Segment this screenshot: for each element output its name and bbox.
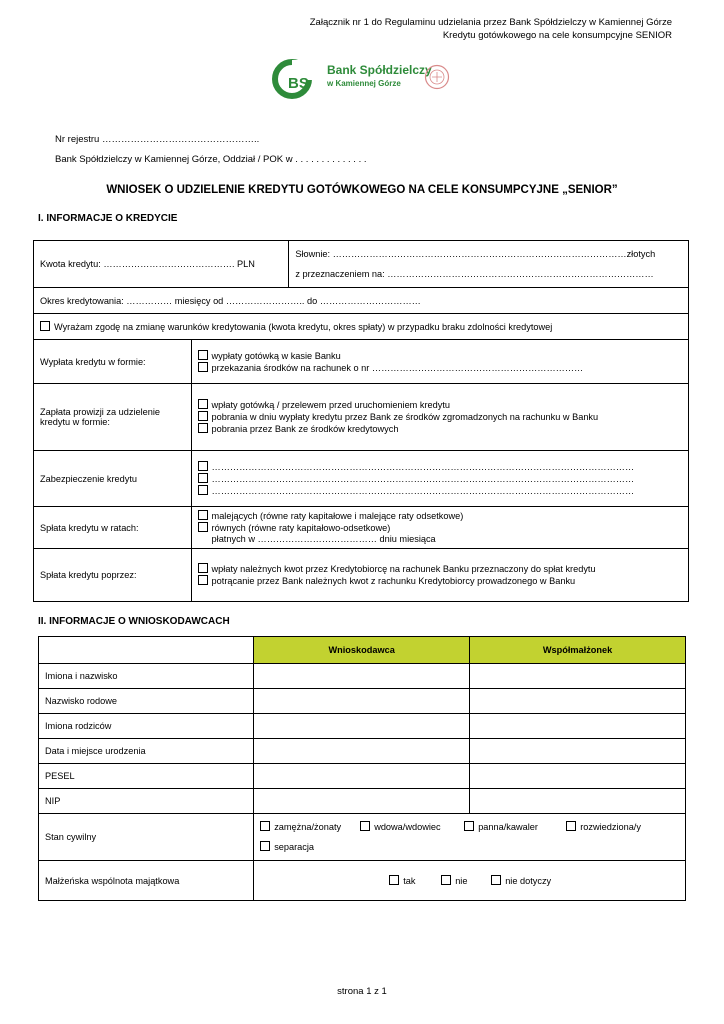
installment-decreasing-checkbox[interactable] <box>198 510 208 520</box>
installment-equal-checkbox[interactable] <box>198 522 208 532</box>
applicant-name-input[interactable] <box>254 664 470 689</box>
logo-sub: w Kamiennej Górze <box>327 79 401 88</box>
security-checkbox-2[interactable] <box>198 473 208 483</box>
commission-credit-checkbox[interactable] <box>198 423 208 433</box>
marital-option-label: rozwiedziona/y <box>580 822 641 832</box>
widowed-checkbox[interactable] <box>360 821 370 831</box>
corner-cell <box>39 637 254 664</box>
marital-status-label: Stan cywilny <box>39 814 254 861</box>
consent-checkbox[interactable] <box>40 321 50 331</box>
security-line[interactable]: ………………………………………………………………………………………………………………………… <box>211 473 635 484</box>
security-line[interactable]: ………………………………………………………………………………………………………………………… <box>211 461 635 472</box>
consent-label: Wyrażam zgodę na zmianę warunków kredytowania (kwota kredytu, okres spłaty) w przypadku braku zdolności kredytowej <box>54 322 553 332</box>
security-line[interactable]: ………………………………………………………………………………………………………………………… <box>211 485 635 496</box>
security-label: Zabezpieczenie kredytu <box>34 451 192 507</box>
marital-option-label: panna/kawaler <box>478 822 538 832</box>
commission-option-label: wpłaty gotówką / przelewem przed uruchomieniem kredytu <box>211 400 451 410</box>
applicant-nip-input[interactable] <box>254 789 470 814</box>
marital-option-label: separacja <box>274 842 315 852</box>
header-line-2: Kredytu gotówkowego na cele konsumpcyjne SENIOR <box>442 30 672 41</box>
payout-transfer-checkbox[interactable] <box>198 362 208 372</box>
credit-amount-field[interactable]: Kwota kredytu: ……………………………………. PLN <box>34 241 289 288</box>
registry-number: Nr rejestru ………………………………………….. <box>55 134 260 145</box>
header-line-1: Załącznik nr 1 do Regulaminu udzielania przez Bank Spółdzielczy w Kamiennej Górze <box>309 17 672 28</box>
security-checkbox-3[interactable] <box>198 485 208 495</box>
row-label: Imiona i nazwisko <box>39 664 254 689</box>
property-community-label: Małżeńska wspólnota majątkowa <box>39 861 254 901</box>
property-no-checkbox[interactable] <box>441 875 451 885</box>
married-checkbox[interactable] <box>260 821 270 831</box>
applicant-column-header: Wnioskodawca <box>254 637 470 664</box>
separation-checkbox[interactable] <box>260 841 270 851</box>
branch-line: Bank Spółdzielczy w Kamiennej Górze, Oddział / POK w . . . . . . . . . . . . . . <box>55 154 367 165</box>
commission-cash-checkbox[interactable] <box>198 399 208 409</box>
payout-cash-label: wypłaty gotówką w kasie Banku <box>211 350 341 361</box>
spouse-nip-input[interactable] <box>470 789 686 814</box>
installments-label: Spłata kredytu w ratach: <box>34 507 192 549</box>
row-label: Imiona rodziców <box>39 714 254 739</box>
form-title: WNIOSEK O UDZIELENIE KREDYTU GOTÓWKOWEGO NA CELE KONSUMPCYJNE „SENIOR” <box>106 184 618 196</box>
repayment-option-label: potrącanie przez Bank należnych kwot z rachunku Kredytobiorcy prowadzonego w Banku <box>211 576 576 586</box>
section1-heading: I. INFORMACJE O KREDYCIE <box>38 213 178 224</box>
row-label: NIP <box>39 789 254 814</box>
marital-option-label: zamężna/żonaty <box>274 822 342 832</box>
repayment-label: Spłata kredytu poprzez: <box>34 549 192 602</box>
applicant-pesel-input[interactable] <box>254 764 470 789</box>
row-label: Data i miejsce urodzenia <box>39 739 254 764</box>
payout-transfer-label: przekazania środków na rachunek o nr …………………………………………………………… <box>211 362 584 373</box>
spouse-column-header: Współmałżonek <box>470 637 686 664</box>
spouse-parents-input[interactable] <box>470 714 686 739</box>
spouse-birth-input[interactable] <box>470 739 686 764</box>
repayment-option-label: wpłaty należnych kwot przez Kredytobiorcę na rachunek Banku przeznaczony do spłat kredytu <box>211 564 596 574</box>
svg-text:BS: BS <box>288 75 309 92</box>
installment-option-label: malejących (równe raty kapitałowe i malejące raty odsetkowe) <box>211 511 464 521</box>
applicants-table <box>38 636 686 901</box>
logo-name: Bank Spółdzielczy <box>327 63 432 77</box>
commission-account-checkbox[interactable] <box>198 411 208 421</box>
credit-period-field[interactable]: Okres kredytowania: …………… miesięcy od …………………….. do …………………………… <box>34 288 689 314</box>
property-option-label: nie dotyczy <box>505 876 552 886</box>
repayment-deduction-checkbox[interactable] <box>198 575 208 585</box>
property-option-label: nie <box>455 876 468 886</box>
installment-due-field[interactable]: płatnych w ………………………………… dniu miesiąca <box>211 534 436 544</box>
property-yes-checkbox[interactable] <box>389 875 399 885</box>
property-option-label: tak <box>403 876 416 886</box>
single-checkbox[interactable] <box>464 821 474 831</box>
marital-option-label: wdowa/wdowiec <box>374 822 441 832</box>
commission-option-label: pobrania przez Bank ze środków kredytowych <box>211 424 399 434</box>
page-number: strona 1 z 1 <box>337 986 387 997</box>
spouse-pesel-input[interactable] <box>470 764 686 789</box>
spouse-name-input[interactable] <box>470 664 686 689</box>
payout-label: Wypłata kredytu w formie: <box>34 340 192 384</box>
section2-heading: II. INFORMACJE O WNIOSKODAWCACH <box>38 616 230 627</box>
property-na-checkbox[interactable] <box>491 875 501 885</box>
installment-option-label: równych (równe raty kapitałowo-odsetkowe) <box>211 523 391 533</box>
applicant-maiden-name-input[interactable] <box>254 689 470 714</box>
commission-label: Zapłata prowizji za udzielenie kredytu w formie: <box>34 384 192 451</box>
credit-info-table <box>33 240 689 602</box>
row-label: Nazwisko rodowe <box>39 689 254 714</box>
document-header <box>310 16 672 42</box>
spouse-maiden-name-input[interactable] <box>470 689 686 714</box>
bank-logo <box>272 58 452 100</box>
repayment-transfer-checkbox[interactable] <box>198 563 208 573</box>
amount-in-words-field[interactable]: Słownie: ……………………………………………………………………………………złotych <box>295 249 656 259</box>
applicant-parents-input[interactable] <box>254 714 470 739</box>
applicant-birth-input[interactable] <box>254 739 470 764</box>
purpose-field[interactable]: z przeznaczeniem na: …………………………………………………………………………… <box>295 269 654 279</box>
security-checkbox-1[interactable] <box>198 461 208 471</box>
bs-logo-mark-icon <box>272 58 324 100</box>
payout-cash-checkbox[interactable] <box>198 350 208 360</box>
divorced-checkbox[interactable] <box>566 821 576 831</box>
row-label: PESEL <box>39 764 254 789</box>
commission-option-label: pobrania w dniu wypłaty kredytu przez Bank ze środków zgromadzonych na rachunku w Banku <box>211 412 599 422</box>
seal-icon <box>424 64 450 90</box>
